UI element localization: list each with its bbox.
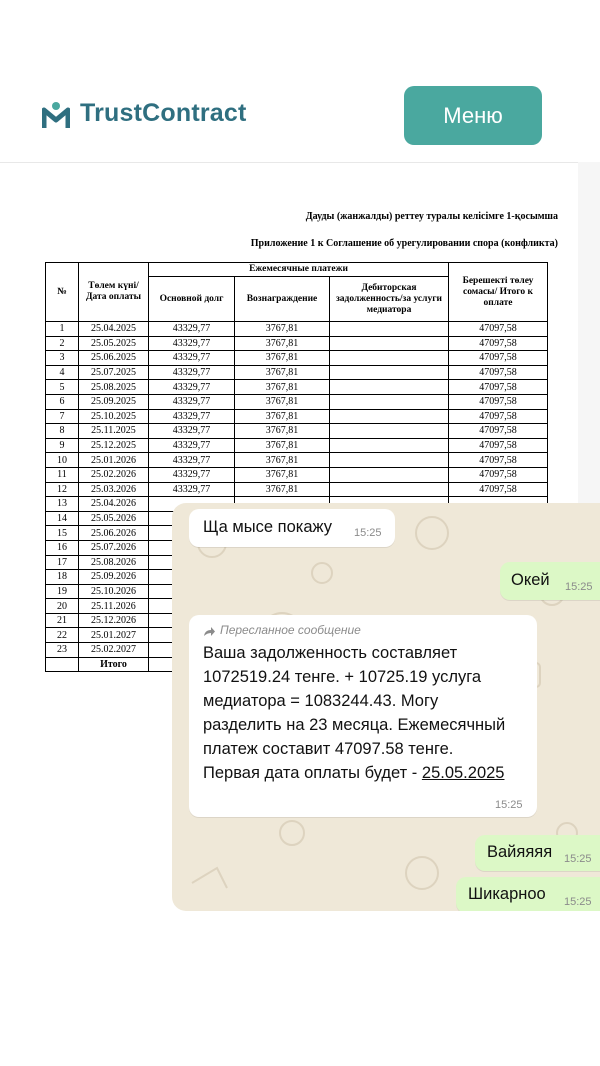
table-row [46, 467, 548, 482]
table-cell-no: 2 [46, 336, 79, 351]
table-cell-no: 6 [46, 394, 79, 409]
chat-screenshot [172, 503, 600, 911]
table-cell-total: 47097,58 [449, 409, 548, 424]
table-cell-total: 47097,58 [449, 394, 548, 409]
table-cell-total: 47097,58 [449, 336, 548, 351]
table-cell-date: 25.01.2027 [79, 628, 149, 643]
table-row [46, 351, 548, 366]
document-title-ru: Приложение 1 к Соглашение об урегулировании спора (конфликта) [250, 238, 558, 249]
table-cell-principal: 43329,77 [149, 438, 235, 453]
col-header-reward: Вознаграждение [235, 277, 330, 322]
table-cell-no: 15 [46, 526, 79, 541]
col-header-date: Төлем күні/ Дата оплаты [79, 263, 149, 322]
table-cell-principal: 43329,77 [149, 467, 235, 482]
table-cell-no: 16 [46, 540, 79, 555]
table-cell-principal: 43329,77 [149, 336, 235, 351]
table-cell-date: 25.05.2025 [79, 336, 149, 351]
table-cell-principal: 43329,77 [149, 409, 235, 424]
table-cell-no: 13 [46, 497, 79, 512]
forward-arrow-icon [203, 626, 216, 637]
table-row [46, 482, 548, 497]
table-cell-principal: 43329,77 [149, 322, 235, 337]
table-cell-total: 47097,58 [449, 438, 548, 453]
message-time: 15:25 [354, 527, 382, 539]
table-cell-date: 25.06.2026 [79, 526, 149, 541]
col-header-monthly: Ежемесячные платежи [149, 263, 449, 277]
table-cell-mediator [330, 453, 449, 468]
table-cell-no: 22 [46, 628, 79, 643]
table-cell-principal: 43329,77 [149, 482, 235, 497]
forwarded-label: Пересланное сообщение [220, 623, 361, 637]
table-cell-date: 25.06.2025 [79, 351, 149, 366]
table-cell-no: 3 [46, 351, 79, 366]
table-cell-principal: 43329,77 [149, 424, 235, 439]
table-cell-reward: 3767,81 [235, 365, 330, 380]
table-cell-principal: 43329,77 [149, 394, 235, 409]
message-time: 15:25 [564, 896, 592, 908]
table-cell-reward: 3767,81 [235, 380, 330, 395]
col-header-no: № [46, 263, 79, 322]
table-cell-date: 25.12.2026 [79, 613, 149, 628]
table-cell-date: 25.08.2026 [79, 555, 149, 570]
table-cell-mediator [330, 351, 449, 366]
table-cell-no: 10 [46, 453, 79, 468]
table-cell-no: 4 [46, 365, 79, 380]
table-cell-date: 25.02.2026 [79, 467, 149, 482]
document-title-kz: Дауды (жанжалды) реттеу туралы келісімге 1-қосымша [305, 211, 558, 222]
table-cell-mediator [330, 409, 449, 424]
table-row [46, 394, 548, 409]
table-cell-mediator [330, 482, 449, 497]
table-cell-total: 47097,58 [449, 453, 548, 468]
col-header-mediator: Дебиторская задолженность/за услуги медиатора [330, 277, 449, 322]
table-row [46, 438, 548, 453]
table-cell-no: 5 [46, 380, 79, 395]
table-cell-mediator [330, 438, 449, 453]
message-time: 15:25 [565, 581, 593, 593]
table-cell-no: 1 [46, 322, 79, 337]
table-cell-no: 9 [46, 438, 79, 453]
table-cell-no: 23 [46, 643, 79, 658]
col-header-principal: Основной долг [149, 277, 235, 322]
table-cell-date: 25.01.2026 [79, 453, 149, 468]
table-row [46, 409, 548, 424]
table-cell-date: 25.10.2026 [79, 584, 149, 599]
table-cell-total: 47097,58 [449, 351, 548, 366]
table-cell-reward: 3767,81 [235, 482, 330, 497]
col-header-total: Берешекті төлеу сомасы/ Итого к оплате [449, 263, 548, 322]
table-cell-reward: 3767,81 [235, 394, 330, 409]
message-time: 15:25 [564, 853, 592, 865]
table-cell-reward: 3767,81 [235, 351, 330, 366]
table-cell-no: 8 [46, 424, 79, 439]
table-cell-no: 19 [46, 584, 79, 599]
table-row [46, 336, 548, 351]
table-row [46, 424, 548, 439]
table-cell-date: 25.08.2025 [79, 380, 149, 395]
table-row [46, 453, 548, 468]
date-link[interactable]: 25.05.2025 [421, 764, 505, 782]
chat-message-out: Вайяяяя 15:25 [475, 835, 600, 871]
table-cell-no: 21 [46, 613, 79, 628]
table-cell-principal: 43329,77 [149, 351, 235, 366]
table-row [46, 380, 548, 395]
trustcontract-logo-icon [42, 100, 70, 130]
table-row [46, 322, 548, 337]
table-cell-mediator [330, 336, 449, 351]
table-row [46, 365, 548, 380]
table-cell-date: 25.09.2026 [79, 570, 149, 585]
table-cell-reward: 3767,81 [235, 438, 330, 453]
total-label: Итого [79, 657, 149, 672]
table-cell-reward: 3767,81 [235, 322, 330, 337]
table-cell-no: 18 [46, 570, 79, 585]
brand-name: TrustContract [80, 99, 247, 127]
table-cell-mediator [330, 467, 449, 482]
table-cell-reward: 3767,81 [235, 424, 330, 439]
message-time: 15:25 [495, 799, 523, 811]
table-cell-reward: 3767,81 [235, 409, 330, 424]
table-cell-total: 47097,58 [449, 482, 548, 497]
table-cell-reward: 3767,81 [235, 453, 330, 468]
table-cell-no: 14 [46, 511, 79, 526]
table-cell-date: 25.11.2026 [79, 599, 149, 614]
table-cell-date: 25.10.2025 [79, 409, 149, 424]
table-cell-mediator [330, 380, 449, 395]
table-cell-mediator [330, 322, 449, 337]
table-cell-reward: 3767,81 [235, 336, 330, 351]
table-cell-total: 47097,58 [449, 424, 548, 439]
table-cell-date: 25.07.2025 [79, 365, 149, 380]
table-cell-mediator [330, 424, 449, 439]
table-cell-date: 25.09.2025 [79, 394, 149, 409]
table-cell-date: 25.07.2026 [79, 540, 149, 555]
table-cell-date: 25.05.2026 [79, 511, 149, 526]
table-cell-date: 25.12.2025 [79, 438, 149, 453]
table-cell-date: 25.11.2025 [79, 424, 149, 439]
table-cell-total: 47097,58 [449, 365, 548, 380]
chat-message-out: Шикарноо 15:25 [456, 877, 600, 911]
table-cell-total: 47097,58 [449, 467, 548, 482]
table-cell-principal: 43329,77 [149, 453, 235, 468]
table-cell-principal: 43329,77 [149, 365, 235, 380]
table-cell-mediator [330, 394, 449, 409]
table-cell-no: 7 [46, 409, 79, 424]
table-cell-principal: 43329,77 [149, 380, 235, 395]
table-cell-reward: 3767,81 [235, 467, 330, 482]
table-cell-no: 11 [46, 467, 79, 482]
menu-button[interactable]: Меню [404, 86, 542, 145]
table-cell-no: 20 [46, 599, 79, 614]
table-cell-date: 25.04.2025 [79, 322, 149, 337]
table-cell-total: 47097,58 [449, 380, 548, 395]
table-cell-no: 12 [46, 482, 79, 497]
chat-message-forwarded: Пересланное сообщение Ваша задолженность составляет 1072519.24 тенге. + 10725.19 услуга медиатора = 1083244.43. Могу разделить на 23 месяца. Ежемесячный платеж составит 47097.58 тенге. Первая дата оплаты будет - 25.05.2025 15:25 [189, 615, 537, 817]
table-cell-date: 25.03.2026 [79, 482, 149, 497]
table-cell-no: 17 [46, 555, 79, 570]
table-cell-date: 25.02.2027 [79, 643, 149, 658]
table-cell-total: 47097,58 [449, 322, 548, 337]
table-cell-mediator [330, 365, 449, 380]
chat-message-in: Ща мысе покажу 15:25 [189, 509, 395, 547]
table-cell-date: 25.04.2026 [79, 497, 149, 512]
chat-message-out: Окей 15:25 [500, 562, 600, 600]
